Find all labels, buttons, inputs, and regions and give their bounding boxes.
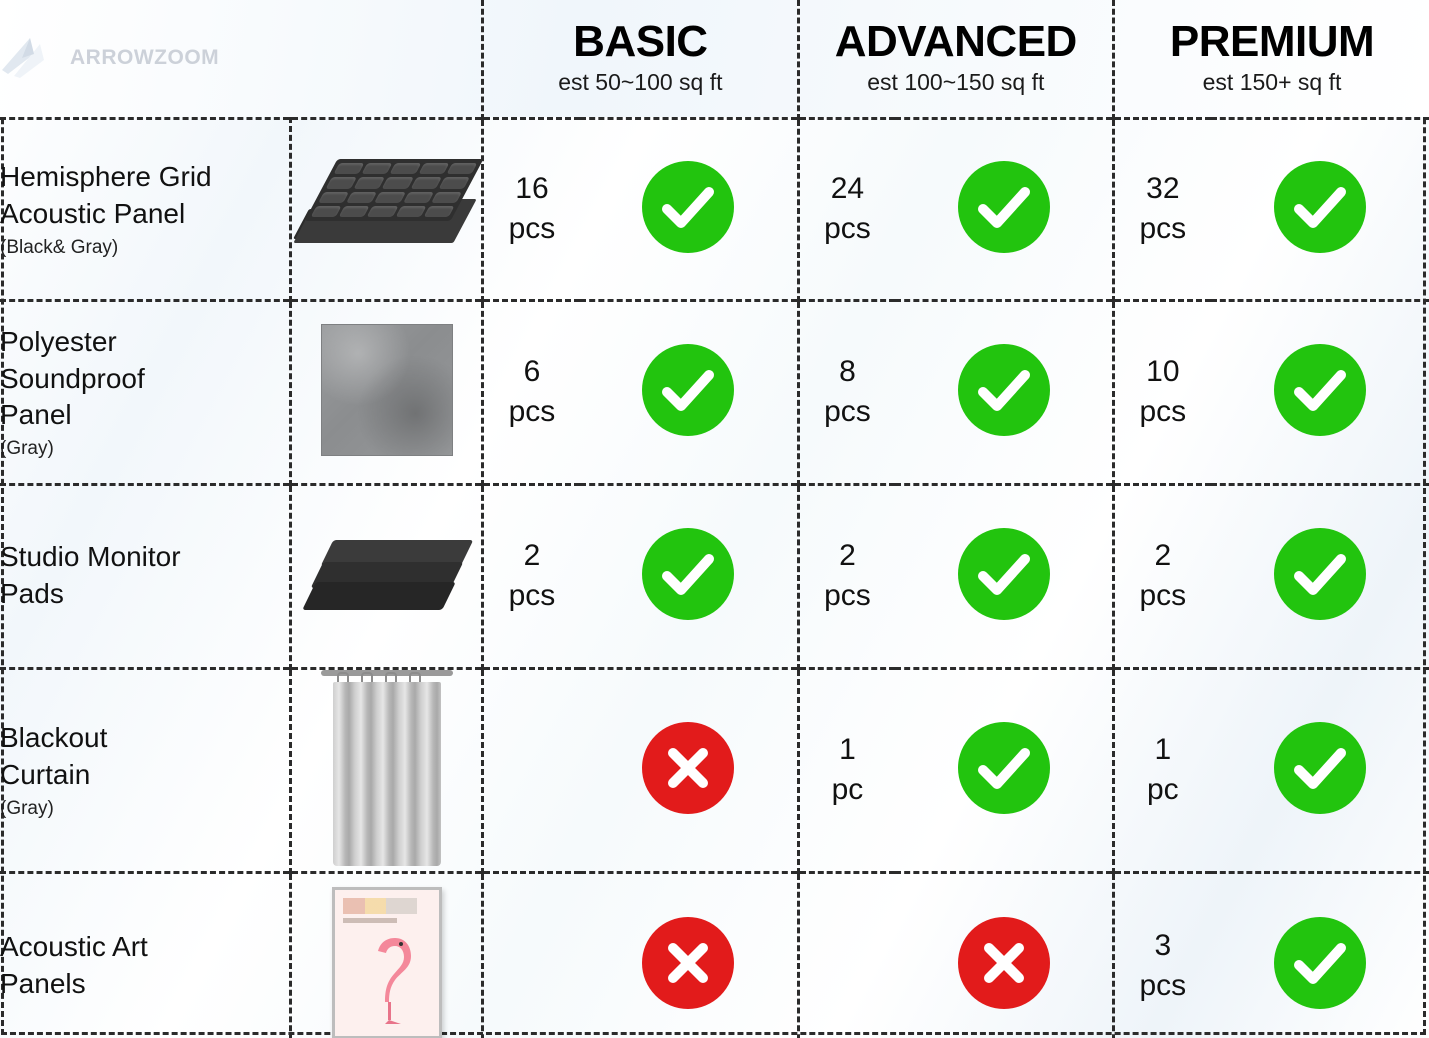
quantity-cell-basic xyxy=(483,484,580,668)
check-icon xyxy=(1274,344,1366,436)
check-icon xyxy=(642,344,734,436)
quantity-value: 16 xyxy=(515,172,549,206)
status-cell-basic xyxy=(580,872,798,1038)
quantity-value: 6 xyxy=(523,355,541,389)
quantity-unit: pcs xyxy=(824,212,871,245)
quantity-cell-advanced xyxy=(798,118,895,300)
brand-logo xyxy=(0,36,481,80)
check-icon xyxy=(1274,917,1366,1009)
quantity-value: 2 xyxy=(1154,539,1172,573)
cross-icon xyxy=(958,917,1050,1009)
plan-header-basic xyxy=(483,0,798,118)
product-name-cell xyxy=(0,484,290,668)
product-note: (Gray) xyxy=(0,797,54,819)
quantity-unit: pcs xyxy=(1139,212,1187,245)
check-icon xyxy=(958,722,1050,814)
quantity-unit: pcs xyxy=(508,395,556,428)
quantity-cell-premium xyxy=(1114,300,1211,484)
product-note: (Black& Gray) xyxy=(0,236,119,258)
check-icon xyxy=(1274,528,1366,620)
product-title-line1: Polyester xyxy=(0,325,117,357)
product-title-line3: Panel xyxy=(0,399,72,431)
quantity-cell-advanced xyxy=(798,300,895,484)
status-cell-advanced xyxy=(895,668,1113,872)
quantity-cell-advanced xyxy=(798,484,895,668)
check-icon xyxy=(958,161,1050,253)
product-name-cell xyxy=(0,300,290,484)
status-cell-premium xyxy=(1211,300,1429,484)
acoustic-art-panel-image xyxy=(332,887,442,1038)
check-icon xyxy=(1274,722,1366,814)
quantity-value: 1 xyxy=(839,733,856,767)
hemisphere-grid-acoustic-panel-image xyxy=(299,153,475,261)
polyester-soundproof-panel-image xyxy=(321,324,453,456)
quantity-unit: pcs xyxy=(1139,968,1187,1002)
product-title-line1: Studio Monitor xyxy=(0,541,181,573)
product-title-line2: Panels xyxy=(0,967,86,999)
quantity-unit: pc xyxy=(1146,773,1179,806)
product-title-line2: Pads xyxy=(0,578,64,609)
check-icon xyxy=(1274,161,1366,253)
plan-header-advanced xyxy=(798,0,1113,118)
blackout-curtain-image xyxy=(327,670,447,866)
quantity-cell-basic xyxy=(483,872,580,1038)
product-name-cell xyxy=(0,118,290,300)
studio-monitor-pads-image xyxy=(303,522,471,626)
plan-subtitle: est 50~100 sq ft xyxy=(558,69,723,96)
status-cell-advanced xyxy=(895,872,1113,1038)
plan-title: ADVANCED xyxy=(834,17,1077,67)
quantity-unit: pcs xyxy=(1139,395,1187,428)
table-row xyxy=(0,118,1429,300)
product-title-line1: Blackout xyxy=(0,722,108,754)
quantity-cell-basic xyxy=(483,300,580,484)
product-title-line1: Acoustic Art xyxy=(0,930,148,962)
quantity-unit: pcs xyxy=(824,395,871,428)
quantity-unit: pc xyxy=(831,773,864,806)
table-row xyxy=(0,872,1429,1038)
table-row xyxy=(0,484,1429,668)
quantity-value: 3 xyxy=(1154,929,1172,963)
quantity-cell-basic xyxy=(483,118,580,300)
status-cell-basic xyxy=(580,484,798,668)
table-header-row xyxy=(0,0,1429,118)
status-cell-premium xyxy=(1211,872,1429,1038)
status-cell-premium xyxy=(1211,118,1429,300)
product-image-cell xyxy=(290,484,482,668)
check-icon xyxy=(642,161,734,253)
product-title-line2: Acoustic Panel xyxy=(0,198,186,229)
product-name-cell xyxy=(0,668,290,872)
quantity-unit: pcs xyxy=(824,579,871,612)
quantity-value: 2 xyxy=(523,539,541,573)
quantity-value: 24 xyxy=(830,172,865,206)
quantity-value: 8 xyxy=(839,355,856,389)
quantity-cell-premium xyxy=(1114,872,1211,1038)
plan-header-premium xyxy=(1114,0,1429,118)
quantity-cell-premium xyxy=(1114,668,1211,872)
quantity-cell-advanced xyxy=(798,668,895,872)
quantity-value: 10 xyxy=(1146,355,1180,389)
quantity-unit: pcs xyxy=(508,579,556,612)
quantity-cell-premium xyxy=(1114,484,1211,668)
check-icon xyxy=(958,528,1050,620)
product-name-cell xyxy=(0,872,290,1038)
status-cell-advanced xyxy=(895,300,1113,484)
product-title-line2: Curtain xyxy=(0,759,91,790)
quantity-value: 1 xyxy=(1154,733,1172,767)
table-row xyxy=(0,300,1429,484)
brand-logo-cell xyxy=(0,0,483,118)
check-icon xyxy=(642,528,734,620)
status-cell-basic xyxy=(580,668,798,872)
table-row xyxy=(0,668,1429,872)
quantity-cell-basic xyxy=(483,668,580,872)
status-cell-basic xyxy=(580,118,798,300)
product-image-cell xyxy=(290,668,482,872)
status-cell-premium xyxy=(1211,668,1429,872)
status-cell-premium xyxy=(1211,484,1429,668)
cross-icon xyxy=(642,917,734,1009)
check-icon xyxy=(958,344,1050,436)
quantity-value: 2 xyxy=(839,539,856,573)
status-cell-advanced xyxy=(895,484,1113,668)
product-title-line1: Hemisphere Grid xyxy=(0,161,212,193)
product-note: (Gray) xyxy=(0,438,54,460)
arrow-logo-icon xyxy=(0,36,62,80)
plan-title: BASIC xyxy=(573,17,708,67)
quantity-unit: pcs xyxy=(508,212,556,245)
brand-name: ARROWZOOM xyxy=(70,46,220,70)
status-cell-advanced xyxy=(895,118,1113,300)
product-title-line2: Soundproof xyxy=(0,362,145,394)
quantity-cell-advanced xyxy=(798,872,895,1038)
product-image-cell xyxy=(290,300,482,484)
product-image-cell xyxy=(290,118,482,300)
plan-subtitle: est 150+ sq ft xyxy=(1202,69,1342,96)
quantity-unit: pcs xyxy=(1139,579,1187,612)
product-image-cell xyxy=(290,872,482,1038)
plan-title: PREMIUM xyxy=(1169,17,1375,67)
quantity-value: 32 xyxy=(1146,172,1180,206)
plan-subtitle: est 100~150 sq ft xyxy=(867,69,1045,96)
cross-icon xyxy=(642,722,734,814)
status-cell-basic xyxy=(580,300,798,484)
quantity-cell-premium xyxy=(1114,118,1211,300)
